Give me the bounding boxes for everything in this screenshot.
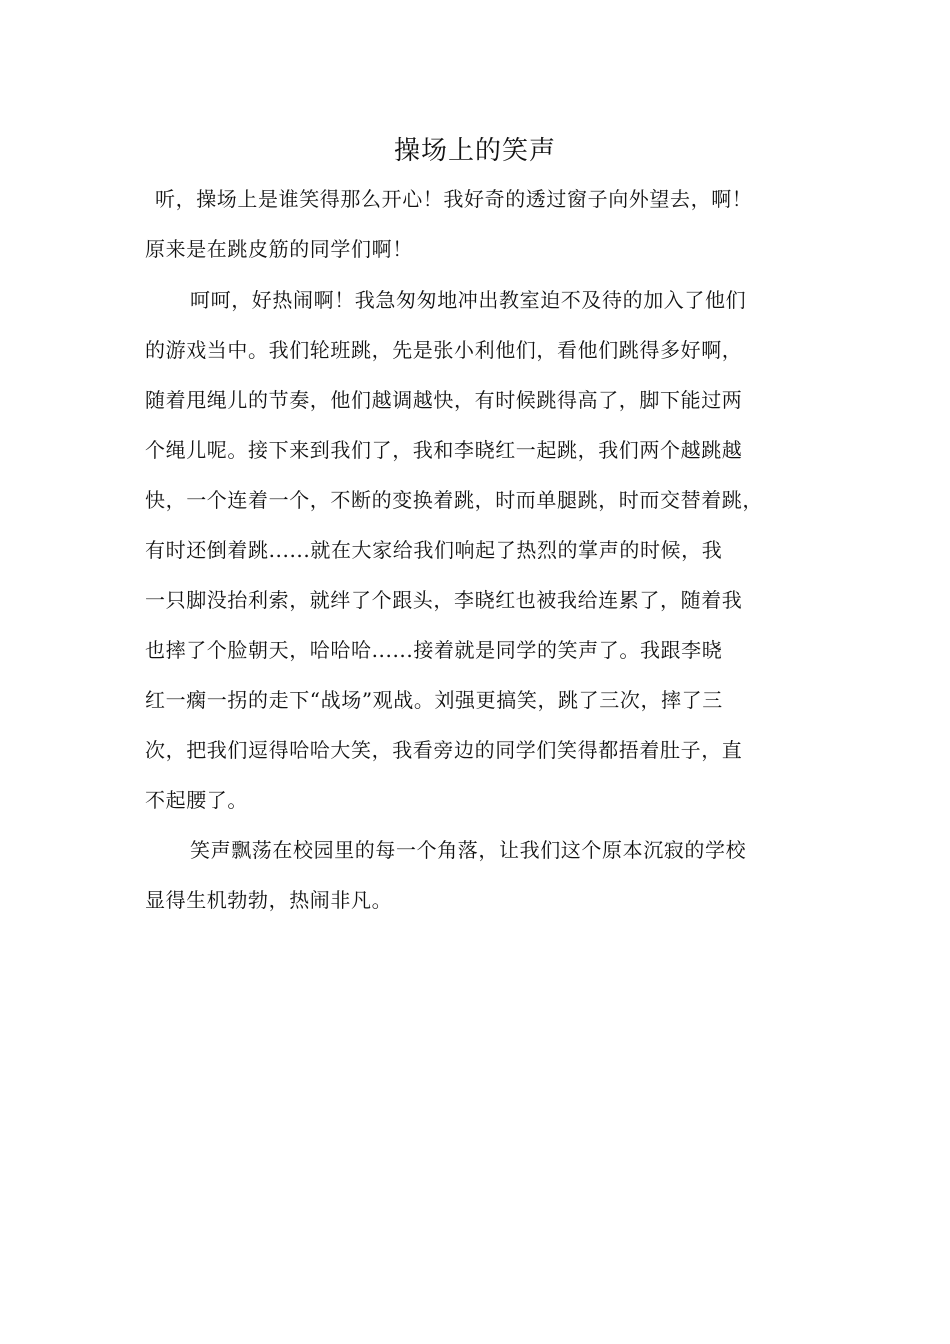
paragraph-2-line-8: 也摔了个脸朝天，哈哈哈......接着就是同学的笑声了。我跟李晓 bbox=[145, 638, 723, 662]
paragraph-2-line-7: 一只脚没抬利索，就绊了个跟头，李晓红也被我给连累了，随着我 bbox=[145, 588, 743, 612]
paragraph-3-line-1: 笑声飘荡在校园里的每一个角落，让我们这个原本沉寂的学校 bbox=[190, 838, 747, 862]
document-title: 操场上的笑声 bbox=[393, 136, 556, 166]
paragraph-2-line-11: 不起腰了。 bbox=[145, 788, 248, 812]
paragraph-2-line-10: 次，把我们逗得哈哈大笑，我看旁边的同学们笑得都捂着肚子，直 bbox=[145, 738, 743, 762]
paragraph-2-line-9: 红一瘸一拐的走下“战场”观战。刘强更搞笑，跳了三次，摔了三 bbox=[145, 688, 723, 712]
paragraph-3-line-2: 显得生机勃勃，热闹非凡。 bbox=[145, 888, 393, 912]
paragraph-2-line-4: 个绳儿呢。接下来到我们了，我和李晓红一起跳，我们两个越跳越 bbox=[145, 438, 743, 462]
paragraph-2-line-6: 有时还倒着跳......就在大家给我们响起了热烈的掌声的时候，我 bbox=[145, 538, 723, 562]
paragraph-2-line-3: 随着甩绳儿的节奏，他们越调越快，有时候跳得高了，脚下能过两 bbox=[145, 388, 743, 412]
paragraph-2-line-1: 呵呵，好热闹啊！我急匆匆地冲出教室迫不及待的加入了他们 bbox=[190, 288, 747, 312]
paragraph-2-line-2: 的游戏当中。我们轮班跳，先是张小利他们，看他们跳得多好啊， bbox=[145, 338, 743, 362]
paragraph-1-line-2: 原来是在跳皮筋的同学们啊！ bbox=[145, 237, 413, 261]
paragraph-1-line-1: 听，操场上是谁笑得那么开心！我好奇的透过窗子向外望去，啊！ bbox=[155, 187, 753, 211]
paragraph-2-line-5: 快，一个连着一个，不断的变换着跳，时而单腿跳，时而交替着跳， bbox=[145, 488, 763, 512]
